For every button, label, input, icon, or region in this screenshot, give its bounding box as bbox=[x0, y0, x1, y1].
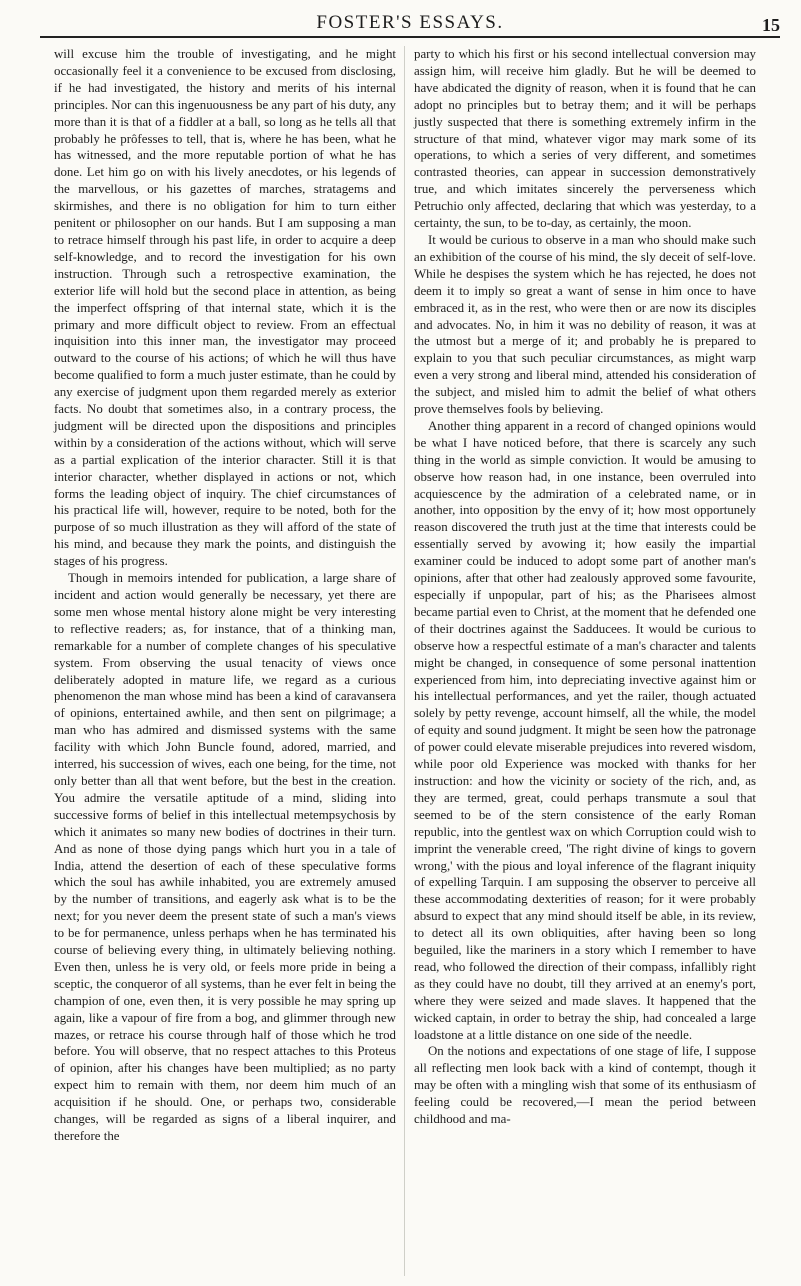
paragraph: party to which his first or his second intellectual conversion may assign him, will receive him gladly. But he will be deemed to have abdicated the dignity of reason, when it is found that he can adopt no principles but to betray them; and it will be perhaps justly suspected that there is something extremely infirm in the structure of that mind, whatever vigor may mark some of its operations, to which a series of very different, and sometimes contrasted theories, can appear in succession demonstratively true, and which imitates sincerely the perverseness which Petruchio only affected, declaring that which was yesterday, to a certainty, the sun, to be to-day, as certainly, the moon. bbox=[414, 47, 756, 231]
page-number: 15 bbox=[762, 15, 780, 35]
header-rule bbox=[40, 36, 780, 38]
paragraph: On the notions and expectations of one stage of life, I suppose all reflecting men look back with a kind of contempt, though it may be often with a mingling wish that some of its enthusiasm of feeling could be recovered,—I mean the period between childhood and ma- bbox=[414, 1044, 756, 1127]
left-column bbox=[54, 46, 396, 1145]
paragraph: Another thing apparent in a record of changed opinions would be what I have noticed before, that there is scarcely any such thing in the world as simple conviction. It would be amusing to observe how reason had, in one instance, been overruled into acquiescence by the admiration of a celebrated name, or in another, into opposition by the envy of it; how most opportunely reason discovered the truth just at the time that interests could be essentially served by avowing it; how easily the impartial examiner could be induced to adopt some part of another man's opinions, after that other had zealously approved some favourite, especially if unpopular, part of his; as the Pharisees almost became partial even to Christ, at the moment that he defended one of their doctrines against the Sadducees. It would be curious to observe how a respectful estimate of a man's character and talents might be changed, in consequence of some personal inattention experienced from him, into depreciating invective against him or his intellectual performances, and yet the railer, though actuated solely by petty revenge, account himself, all the while, the model of equity and sound judgment. It might be seen how the patronage of power could elevate miserable prejudices into revered wisdom, while poor old Experience was mocked with thanks for her instruction: and how the vicinity or society of the rich, and, as they are termed, great, could perhaps transmute a soul that seemed to be of the stern consistence of the early Roman republic, into the gentlest wax on which Corruption could wish to imprint the venerable creed, 'The right divine of kings to govern wrong,' with the pious and loyal inference of the flagrant iniquity of expelling Tarquin. I am supposing the observer to perceive all these accommodating dexterities of reason; for it were probably absurd to expect that any mind should itself be able, in its review, to detect all its own obliquities, after having been so long beguiled, like the mariners in a story which I remember to have read, who followed the direction of their compass, infallibly right as they could have no doubt, till they arrived at an enemy's port, where they were seized and made slaves. It happened that the wicked captain, in order to betray the ship, had concealed a large loadstone at a little distance on one side of the needle. bbox=[414, 418, 756, 1042]
paragraph: It would be curious to observe in a man who should make such an exhibition of the course of his mind, the sly deceit of self-love. While he despises the system which he has rejected, he does not deem it to imply so great a want of sense in him once to have embraced it, as in the rest, who were then or are now its disciples and advocates. No, in him it was no debility of reason, it was at the utmost but a merge of it; and probably he is prepared to explain to you that such peculiar circumstances, as might warp even a very strong and liberal mind, attended his consideration of the subject, and misled him to admit the belief of what others prove themselves fools by believing. bbox=[414, 232, 756, 417]
paragraph: Though in memoirs intended for publication, a large share of incident and action would generally be necessary, yet there are some men whose mental history alone might be very interesting to reflective readers; as, for instance, that of a thinking man, remarkable for a number of complete changes of his speculative system. From observing the usual tenacity of views once deliberately adopted in mature life, we regard as a curious phenomenon the man whose mind has been a kind of caravansera of opinions, entertained awhile, and then sent on pilgrimage; a man who has admired and dismissed systems with the same facility with which John Buncle found, adored, married, and interred, his succession of wives, each one being, for the time, not only better than all that went before, but the best in the creation. You admire the versatile aptitude of a mind, sliding into successive forms of belief in this intellectual metempsychosis by which it animates so many new bodies of doctrines in their turn. And as none of those dying pangs which hurt you in a tale of India, attend the desertion of each of these speculative forms which the soul has awhile inhabited, you are extremely amused by the number of transitions, and eagerly ask what is to be the next; for you never deem the present state of such a man's views to be for permanence, unless perhaps when he has terminated his course of believing every thing, in ultimately believing nothing. Even then, unless he is very old, or feels more pride in being a sceptic, the conqueror of all systems, than he ever felt in being the champion of one, even then, it is very possible he may spring up again, like a vapour of fire from a bog, and glimmer through new mazes, or retrace his course through half of those which he trod before. You will observe, that no respect attaches to this Proteus of opinion, after his changes have been multiplied; as no party expect him to remain with them, nor deem him much of an acquisition if he should. One, or perhaps two, considerable changes, will be regarded as signs of a liberal inquirer, and therefore the bbox=[54, 571, 396, 1143]
paragraph: will excuse him the trouble of investigating, and he might occasionally feel it a convenience to be excused from disclosing, if he had investigated, the history and merits of his internal principles. Nor can this ingenuousness be any part of his duty, any more than it is that of a fiddler at a ball, so long as he tells all that probably he prôfesses to tell, that is, where he has been, what he has witnessed, and the more reputable portion of what he has done. Let him go on with his lively anecdotes, or his legends of the marvellous, or his gazettes of marches, stratagems and skirmishes, and there is no obligation for him to turn either penitent or philosopher on our hands. But I am supposing a man to retrace himself through his past life, in order to acquire a deep self-knowledge, and to record the investigation for his own instruction. Through such a retrospective examination, the exterior life will hold but the second place in attention, as being the imperfect offspring of that internal state, which it is the primary and more difficult object to review. From an effectual inquisition into this inner man, the investigator may proceed outward to the course of his actions; of which he will thus have become qualified to form a much juster estimate, than he could by any exercise of judgment upon them regarded merely as exterior facts. No doubt that sometimes also, in a contrary process, the judgment will be directed upon the dispositions and principles within by a consideration of the actions without, which will serve as a partial explication of the interior character. Still it is that interior character, whether displayed in actions or not, which forms the leading object of inquiry. The chief circumstances of his practical life will, however, require to be noted, both for the purpose of so much illustration as they will afford of the state of his mind, and because they mark the points, and distinguish the stages of his progress. bbox=[54, 47, 396, 569]
running-title: FOSTER'S ESSAYS. bbox=[316, 12, 504, 33]
running-header bbox=[40, 8, 780, 38]
column-gutter bbox=[404, 46, 405, 1276]
right-column bbox=[414, 46, 756, 1128]
